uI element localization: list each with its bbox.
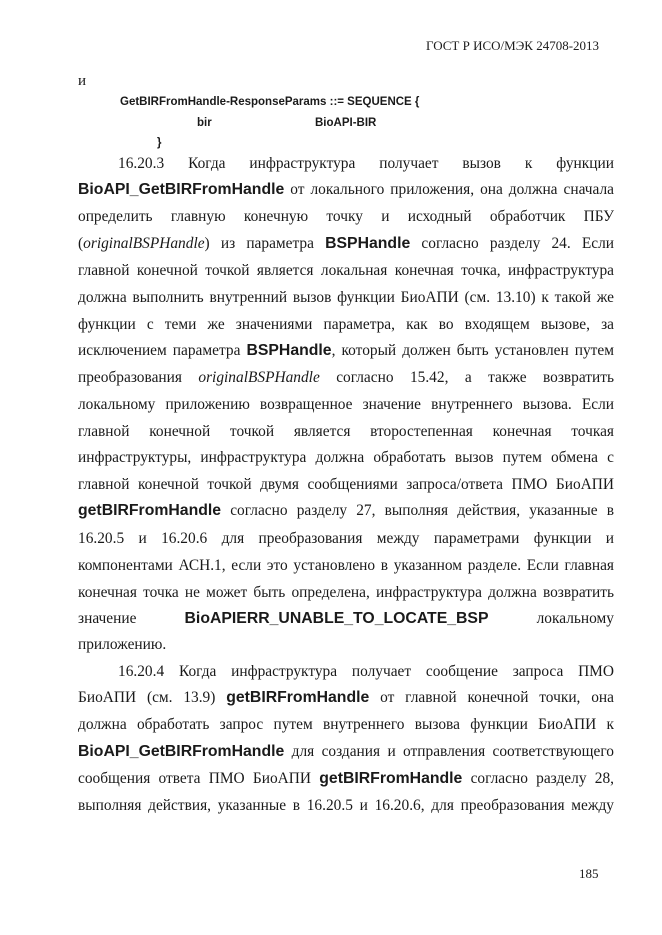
para1-line-17: конечная точка не может быть определена, инфраструктура должна возвратить (78, 584, 614, 601)
message-name: getBIRFromHandle (319, 770, 463, 787)
para1-line-9: преобразования originalBSPHandle согласно 15.42, а также возвратить (78, 369, 615, 386)
param-name: BSPHandle (246, 342, 332, 359)
code-field-type: BioAPI-BIR (315, 117, 377, 129)
para2-line-3: должна обработать запрос путем внутреннего вызова функции БиоАПИ к (78, 716, 614, 733)
error-code: BioAPIERR_UNABLE_TO_LOCATE_BSP (184, 610, 489, 627)
para1-line-2: BioAPI_GetBIRFromHandle от локального приложения, она должна сначала (78, 181, 614, 198)
para2-line-4: BioAPI_GetBIRFromHandle для создания и отправления соответствующего (78, 743, 614, 760)
para1-line-10: локальному приложению возвращенное значение внутреннего вызова. Если (78, 396, 614, 413)
para1-line-14: getBIRFromHandle согласно разделу 27, выполняя действия, указанные в (78, 502, 614, 519)
clause-number: 16.20.3 (118, 155, 165, 172)
running-header: ГОСТ Р ИСО/МЭК 24708-2013 (426, 38, 600, 53)
para1-line-15: 16.20.5 и 16.20.6 для преобразования между параметрами функции и (78, 530, 614, 547)
param-italic: originalBSPHandle (198, 369, 320, 386)
para2-line-2: БиоАПИ (см. 13.9) getBIRFromHandle от главной конечной точки, она (78, 689, 614, 706)
param-italic: originalBSPHandle (83, 235, 205, 252)
code-close-brace: } (157, 137, 162, 149)
code-field-name: bir (197, 117, 212, 129)
para1-line-8: исключением параметра BSPHandle, который должен быть установлен путем (78, 342, 614, 359)
para1-line-4: (originalBSPHandle) из параметра BSPHandle согласно разделу 24. Если (78, 235, 614, 252)
para1-line-19: приложению. (78, 636, 167, 653)
para1-line-11: главной конечной точкой является второстепенная конечная точкая (78, 423, 614, 440)
param-name: BSPHandle (325, 235, 411, 252)
para1-line-3: определить главную конечную точку и исходный обработчик ПБУ (78, 208, 614, 225)
para1-line-18: значение BioAPIERR_UNABLE_TO_LOCATE_BSP локальному (78, 610, 614, 627)
para2-line-6: выполняя действия, указанные в 16.20.5 и 16.20.6, для преобразования между (78, 797, 614, 814)
para1-line-12: инфраструктуры, инфраструктура должна обработать вызов путем обмена с (78, 449, 614, 466)
conjunction: и (78, 73, 87, 89)
message-name: getBIRFromHandle (78, 502, 222, 519)
para1-line-13: главной конечной точкой двумя сообщениями запроса/ответа ПМО БиоАПИ (78, 476, 614, 493)
para2-line-5: сообщения ответа ПМО БиоАПИ getBIRFromHandle согласно разделу 28, (78, 770, 614, 787)
para1-line-7: функции с теми же значениями параметра, как во входящем вызове, за (78, 316, 614, 333)
function-name: BioAPI_GetBIRFromHandle (78, 743, 285, 760)
page-number: 185 (579, 866, 599, 881)
para2-line-1: 16.20.4 Когда инфраструктура получает сообщение запроса ПМО (118, 663, 614, 680)
message-name: getBIRFromHandle (226, 689, 370, 706)
para1-line-16: компонентами АСН.1, если это установлено в указанном разделе. Если главная (78, 557, 614, 574)
code-sequence-header: GetBIRFromHandle-ResponseParams ::= SEQUENCE { (120, 96, 420, 108)
function-name: BioAPI_GetBIRFromHandle (78, 181, 285, 198)
para1-line-5: главной конечной точкой является локальная конечная точка, инфраструктура (78, 262, 614, 279)
para1-line-1: 16.20.3 Когда инфраструктура получает вызов к функции (118, 155, 614, 172)
clause-number: 16.20.4 (118, 663, 165, 680)
para1-line-6: должна выполнить внутренний вызов функции БиоАПИ (см. 13.10) к такой же (78, 289, 614, 306)
